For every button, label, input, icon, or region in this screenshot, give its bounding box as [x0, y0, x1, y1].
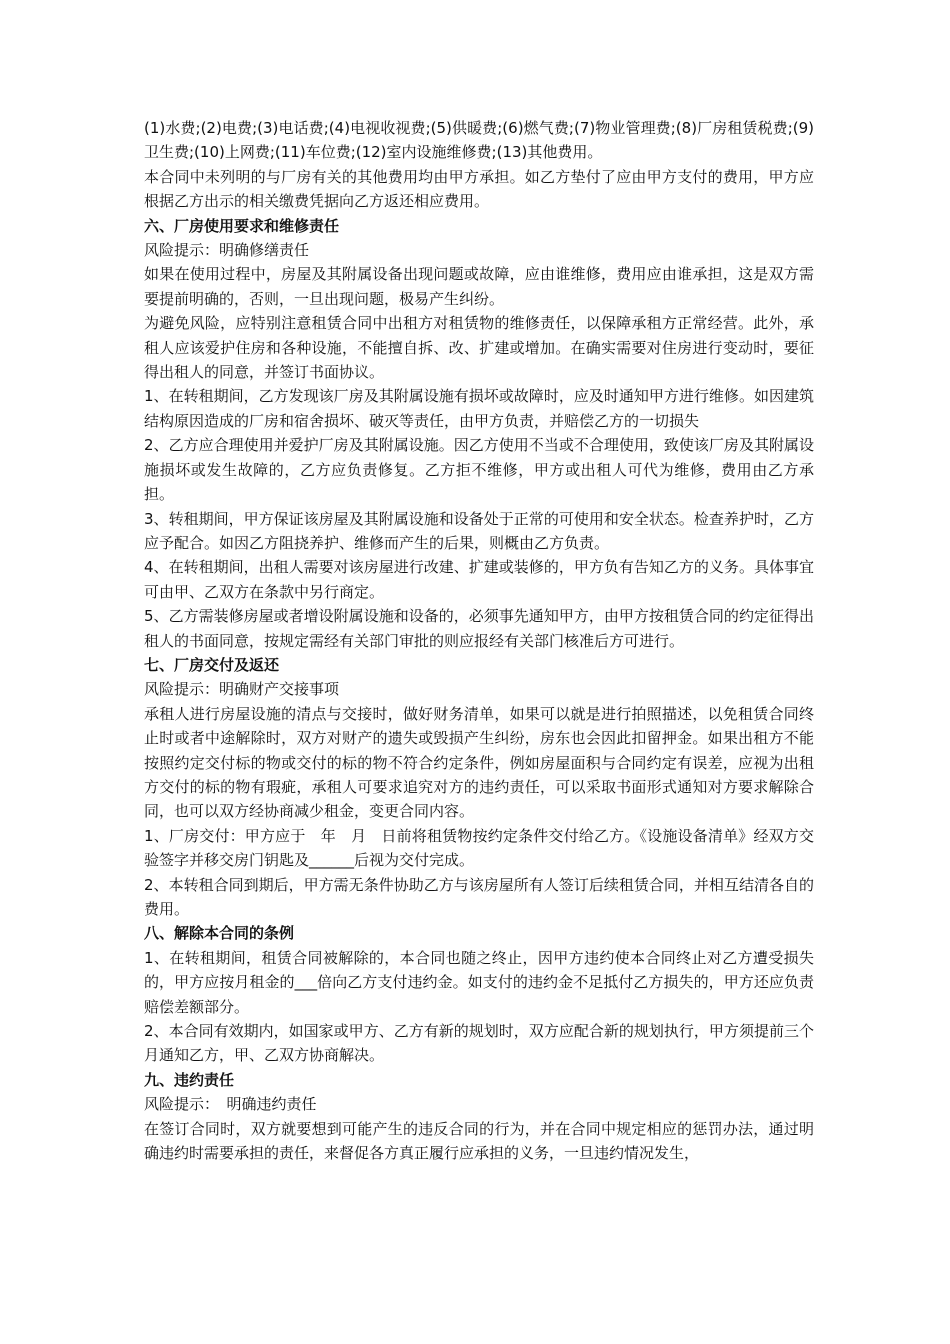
paragraph-fee-list: (1)水费;(2)电费;(3)电话费;(4)电视收视费;(5)供暖费;(6)燃气费;(7)物业管理费;(8)厂房租赁税费;(9)卫生费;(10)上网费;(11)车位费;(12)室内设施维修费;(13)其他费用。 — [144, 119, 814, 162]
paragraph: 如果在使用过程中，房屋及其附属设备出现问题或故障，应由谁维修，费用应由谁承担，这是双方需要提前明确的，否则，一旦出现问题，极易产生纠纷。 — [144, 265, 814, 308]
clause-6-5: 5、乙方需装修房屋或者增设附属设施和设备的，必须事先通知甲方，由甲方按租赁合同的约定征得出租人的书面同意，按规定需经有关部门审批的则应报经有关部门核准后方可进行。 — [144, 607, 814, 650]
clause-6-1: 1、在转租期间，乙方发现该厂房及其附属设施有损坏或故障时，应及时通知甲方进行维修。如因建筑结构原因造成的厂房和宿舍损坏、破灭等责任，由甲方负责，并赔偿乙方的一切损失 — [144, 387, 814, 430]
risk-note-9: 风险提示： 明确违约责任 — [144, 1095, 317, 1114]
section-heading-9: 九、违约责任 — [144, 1070, 235, 1089]
clause-8-2: 2、本合同有效期内，如国家或甲方、乙方有新的规划时，双方应配合新的规划执行，甲方须提前三个月通知乙方，甲、乙双方协商解决。 — [144, 1022, 814, 1065]
paragraph: 为避免风险，应特别注意租赁合同中出租方对租赁物的维修责任，以保障承租方正常经营。此外，承租人应该爱护住房和各种设施，不能擅自拆、改、扩建或增加。在确实需要对住房进行变动时，要征得出租人的同意，并签订书面协议。 — [144, 314, 814, 382]
clause-8-1: 1、在转租期间，租赁合同被解除的，本合同也随之终止，因甲方违约使本合同终止对乙方遭受损失的，甲方应按月租金的___倍向乙方支付违约金。如支付的违约金不足抵付乙方损失的，甲方还应负责赔偿差额部分。 — [144, 948, 814, 1016]
paragraph: 承租人进行房屋设施的清点与交接时，做好财务清单，如果可以就是进行拍照描述，以免租赁合同终止时或者中途解除时，双方对财产的遗失或毁损产生纠纷，房东也会因此扣留押金。如果出租方不能按照约定交付标的物或交付的标的物不符合约定条件，例如房屋面积与合同约定有误差，应视为出租方交付的标的物有瑕疵，承租人可要求追究对方的违约责任，可以采取书面形式通知对方要求解除合同，也可以双方经协商减少租金，变更合同内容。 — [144, 704, 814, 821]
document-page — [144, 116, 814, 1165]
clause-7-1: 1、厂房交付：甲方应于 年 月 日前将租赁物按约定条件交付给乙方。《设施设备清单》经双方交验签字并移交房门钥匙及______后视为交付完成。 — [144, 826, 814, 870]
paragraph: 在签订合同时，双方就要想到可能产生的违反合同的行为，并在合同中规定相应的惩罚办法，通过明确违约时需要承担的责任，来督促各方真正履行应承担的义务，一旦违约情况发生， — [144, 1119, 814, 1163]
section-heading-8: 八、解除本合同的条例 — [144, 924, 295, 943]
clause-6-2: 2、乙方应合理使用并爱护厂房及其附属设施。因乙方使用不当或不合理使用，致使该厂房及其附属设施损坏或发生故障的，乙方应负责修复。乙方拒不维修，甲方或出租人可代为维修，费用由乙方承担。 — [144, 436, 814, 504]
clause-6-3: 3、转租期间，甲方保证该房屋及其附属设施和设备处于正常的可使用和安全状态。检查养护时，乙方应予配合。如因乙方阻挠养护、维修而产生的后果，则概由乙方负责。 — [144, 509, 814, 552]
clause-6-4: 4、在转租期间，出租人需要对该房屋进行改建、扩建或装修的，甲方负有告知乙方的义务。具体事宜可由甲、乙双方在条款中另行商定。 — [144, 558, 814, 601]
risk-note-7: 风险提示：明确财产交接事项 — [144, 680, 340, 699]
section-heading-6: 六、厂房使用要求和维修责任 — [144, 216, 340, 235]
risk-note-6: 风险提示：明确修缮责任 — [144, 241, 310, 260]
clause-7-2: 2、本转租合同到期后，甲方需无条件协助乙方与该房屋所有人签订后续租赁合同，并相互结清各自的费用。 — [144, 875, 814, 918]
section-heading-7: 七、厂房交付及返还 — [144, 655, 280, 674]
paragraph-other-fees: 本合同中未列明的与厂房有关的其他费用均由甲方承担。如乙方垫付了应由甲方支付的费用，甲方应根据乙方出示的相关缴费凭据向乙方返还相应费用。 — [144, 167, 814, 211]
